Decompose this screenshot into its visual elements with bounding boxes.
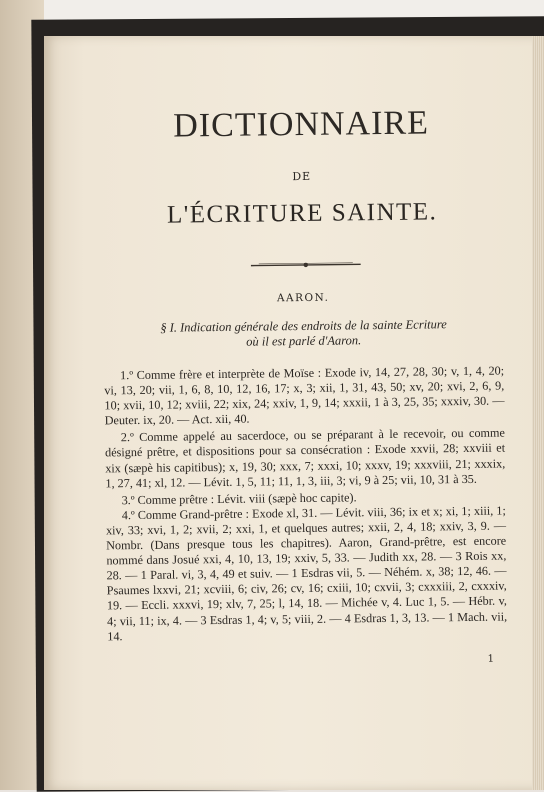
- page-content: [100, 36, 508, 665]
- entry-body: [104, 364, 507, 645]
- section-heading-line: où il est parlé d'Aaron.: [246, 333, 362, 349]
- paragraph: 1.º Comme frère et interprète de Moïse : Exode iv, 14, 27, 28, 30; v, 1, 4, 20; vi, 13, 20; vii, 1, 6, 8, 10, 12, 16, 17; x, 3; xii, 1, 31, 43, 50; xv, 20; xvi, 2, 6, 9, 10; xvii, 10, 12; xviii, 22; xix, 24; xxiv, 1, 9, 14; xxxii, 1 à 3, 25, 35; xxxiv, 30. — Deuter. ix, 20. — Act. xii, 40.: [104, 363, 505, 428]
- book-page: [44, 36, 544, 790]
- paragraph: 2.º Comme appelé au sacerdoce, ou se préparant à le recevoir, ou comme désigné prêtre, et dispositions pour sa consécration : Exode xxvii, 28; xxviii et xix (sæpè his capitibus); x, 19, 30; xxx, 7; xxxi, 10; xxxv, 19; xxxviii, 21; xxxix, 1, 27, 41; xl, 12. — Lévit. 1, 5, 11; 11, 1, 3, iii, 3; vi, 9 à 25; vii, 10, 31 à 35.: [104, 425, 506, 491]
- paragraph: 4.º Comme Grand-prêtre : Exode xl, 31. — Lévit. viii, 36; ix et x; xi, 1; xiii, 1; xiv, 33; xvi, 1, 2; xvii, 2; xxi, 1, et quelques autres; xxii, 2, 4, 18; xxiv, 3, 9. — Nombr. (Dans presque tous les chapitres). Aaron, Grand-prêtre, est encore nommé dans Josué xxi, 4, 10, 13, 19; xxiv, 5, 33. — Judith xx, 28. — 3 Rois xx, 28. — 1 Paral. vi, 3, 4, 49 et suiv. — 1 Esdras vii, 5. — Néhém. x, 38; 12, 46. — Psaumes lxxvi, 21; xcviii, 6; civ, 26; cv, 16; cxiii, 10; cxvii, 3; cxxxiii, 2, cxxxiv, 19. — Eccli. xxxvi, 19; xlv, 7, 25; l, 14, 18. — Michée v, 4. Luc 1, 5. — Hébr. v, 4; vii, 11; ix, 4. — 3 Esdras 1, 4; v, 5; viii, 2. — 4 Esdras 1, 3, 13. — 1 Mach. vii, 14.: [105, 503, 508, 643]
- signature-mark: 1: [487, 653, 495, 665]
- book-subtitle: L'ÉCRITURE SAINTE.: [166, 198, 438, 229]
- section-heading-line: § I. Indication générale des endroits de la sainte Ecriture: [160, 317, 447, 335]
- book-title: DICTIONNAIRE: [173, 104, 430, 145]
- section-heading: [103, 317, 503, 352]
- page-edges: [532, 36, 544, 790]
- ornament-rule-icon: [251, 260, 361, 269]
- entry-heading: AARON.: [276, 291, 330, 305]
- title-connector: DE: [292, 169, 312, 184]
- paragraph: 3.º Comme prêtre : Lévit. viii (sæpè hoc capite).: [121, 490, 357, 507]
